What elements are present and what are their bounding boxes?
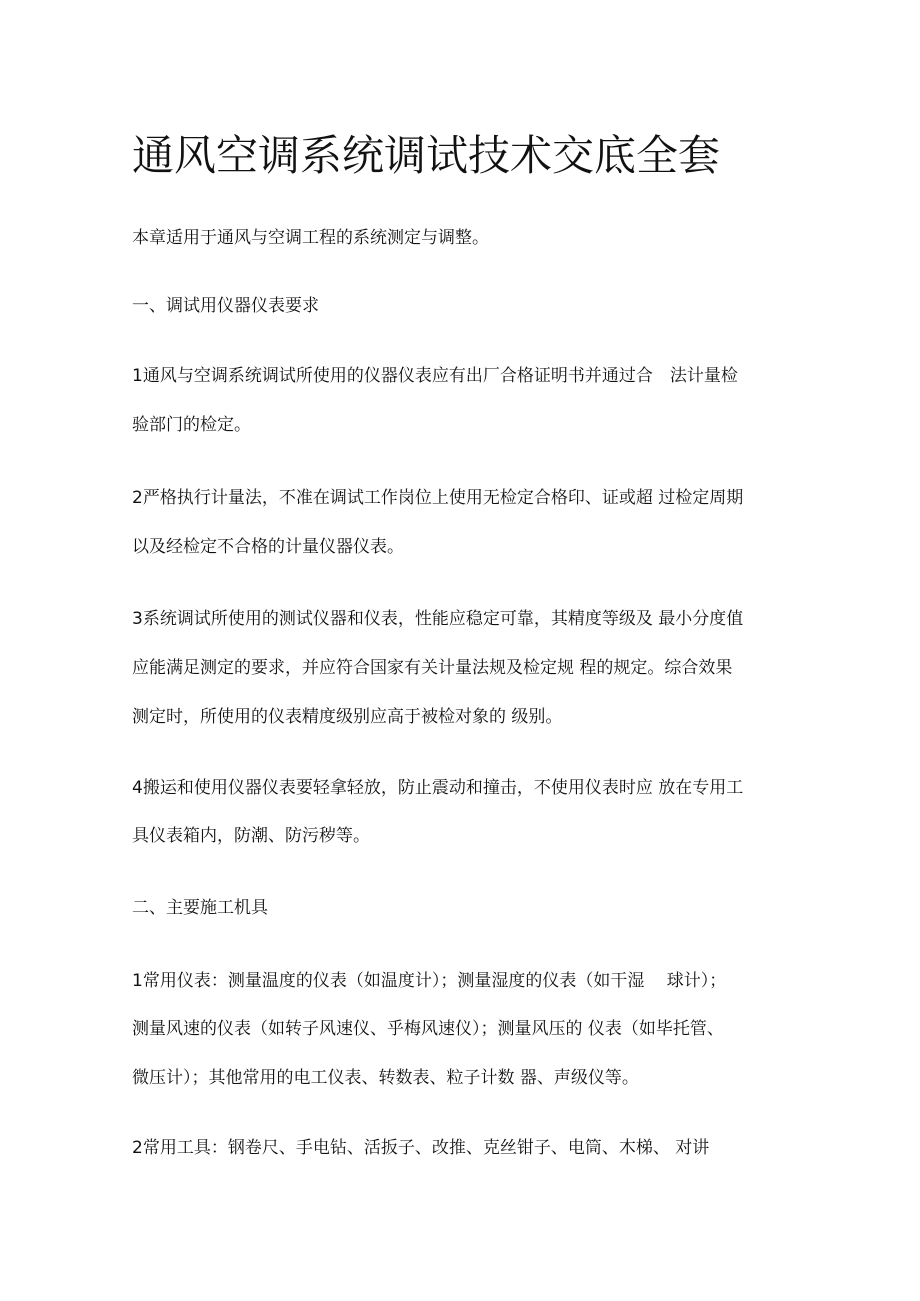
s1-item-1-line-1: 1通风与空调系统调试所使用的仪器仪表应有出厂合格证明书并通过合 法计量检 xyxy=(132,366,738,386)
s1-item-2-line-1: 2严格执行计量法，不准在调试工作岗位上使用无检定合格印、证或超 过检定周期 xyxy=(132,488,744,508)
s2-item-1-line-3: 微压计）；其他常用的电工仪表、转数表、粒子计数 器、声级仪等。 xyxy=(132,1068,639,1088)
s1-item-1-line-2: 验部门的检定。 xyxy=(132,415,251,435)
s1-item-3-line-1: 3系统调试所使用的测试仪器和仪表，性能应稳定可靠，其精度等级及 最小分度值 xyxy=(132,609,744,629)
s1-item-2-line-2: 以及经检定不合格的计量仪器仪表。 xyxy=(132,537,404,557)
s1-item-3-line-2: 应能满足测定的要求，并应符合国家有关计量法规及检定规 程的规定。综合效果 xyxy=(132,658,733,678)
s1-item-3-line-3: 测定时，所使用的仪表精度级别应高于被检对象的 级别。 xyxy=(132,707,563,727)
section-2-heading: 二、主要施工机具 xyxy=(132,898,268,918)
s1-item-4-line-1: 4搬运和使用仪器仪表要轻拿轻放，防止震动和撞击，不使用仪表时应 放在专用工 xyxy=(132,778,744,798)
s2-item-2-line-1: 2常用工具：钢卷尺、手电钻、活扳子、改推、克丝钳子、电筒、木梯、 对讲 xyxy=(132,1138,710,1158)
s2-item-1-line-1: 1常用仪表：测量温度的仪表（如温度计）；测量湿度的仪表（如干湿 球计）； xyxy=(132,971,727,991)
intro-paragraph: 本章适用于通风与空调工程的系统测定与调整。 xyxy=(132,228,489,248)
document-title: 通风空调系统调试技术交底全套 xyxy=(132,131,721,180)
s1-item-4-line-2: 具仪表箱内，防潮、防污秽等。 xyxy=(132,826,370,846)
section-1-heading: 一、调试用仪器仪表要求 xyxy=(132,296,319,316)
s2-item-1-line-2: 测量风速的仪表（如转子风速仪、乎梅风速仪）；测量风压的 仪表（如毕托管、 xyxy=(132,1019,724,1039)
